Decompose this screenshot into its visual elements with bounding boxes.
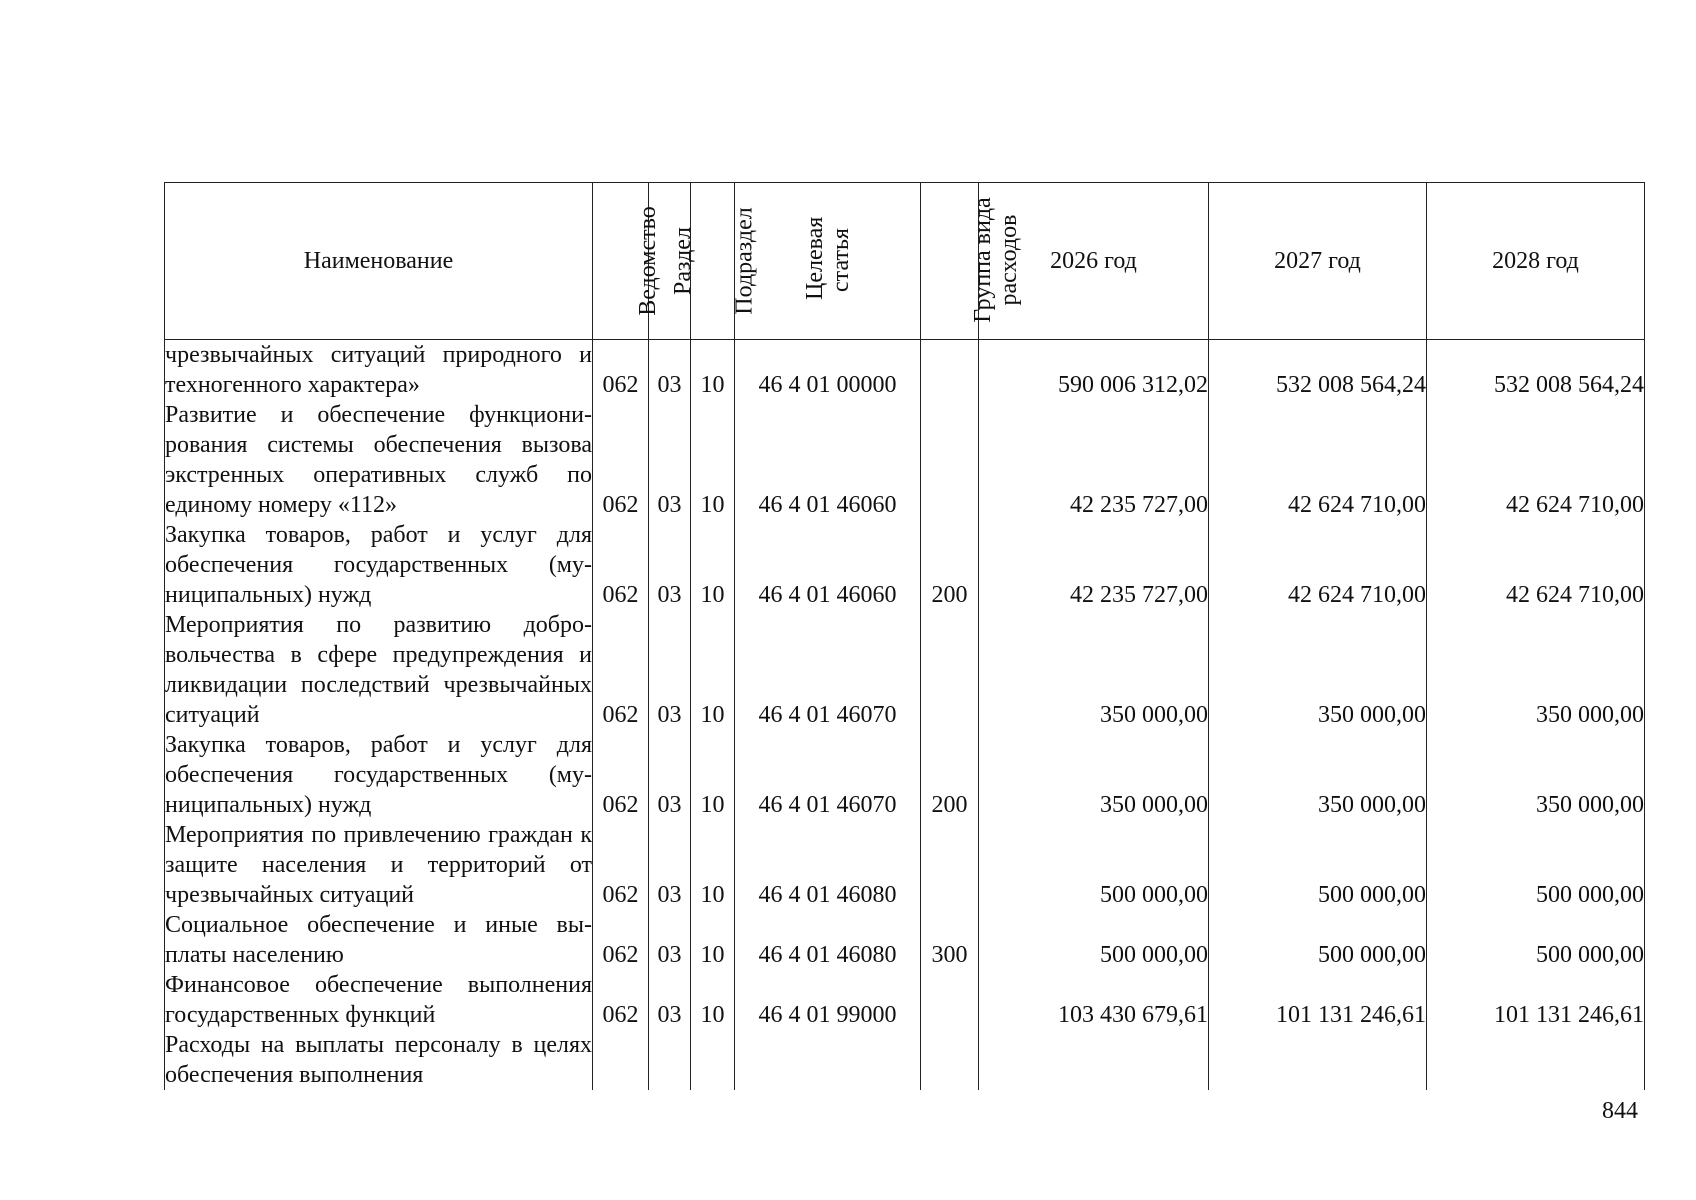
row-expense-group [921, 1030, 979, 1090]
table-row [165, 820, 1645, 910]
table-row [165, 1030, 1645, 1090]
row-amount-2026: 42 235 727,00 [979, 400, 1209, 520]
row-department: 062 [593, 340, 649, 401]
row-name: Развитие и обеспечение функционирования системы обеспечения вызова экстренных оперативных служб по единому номеру «112» [165, 402, 592, 518]
row-expense-group [921, 610, 979, 730]
row-target-article [735, 1030, 921, 1090]
row-target-article: 46 4 01 46070 [735, 610, 921, 730]
row-name: Расходы на выплаты персоналу в целях обеспечения выполнения [165, 1032, 592, 1088]
row-target-article: 46 4 01 46060 [735, 520, 921, 610]
header-year-2028: 2028 год [1427, 183, 1645, 340]
row-subsection: 10 [691, 400, 735, 520]
row-target-article: 46 4 01 99000 [735, 970, 921, 1030]
header-name: Наименование [165, 183, 593, 340]
row-section: 03 [649, 970, 691, 1030]
row-amount-2027: 42 624 710,00 [1209, 400, 1427, 520]
row-amount-2028: 350 000,00 [1427, 730, 1645, 820]
row-section: 03 [649, 520, 691, 610]
row-name: чрезвычайных ситуаций природного и техногенного характера» [165, 340, 593, 401]
row-amount-2028: 350 000,00 [1427, 610, 1645, 730]
row-name: Мероприятия по развитию добровольчества в сфере предупреждения и ликвидации последствий чрезвычайных ситуаций [165, 612, 592, 728]
row-expense-group [921, 970, 979, 1030]
row-section: 03 [649, 400, 691, 520]
row-amount-2028: 42 624 710,00 [1427, 400, 1645, 520]
row-amount-2026: 500 000,00 [979, 910, 1209, 970]
header-section: Раздел [649, 183, 691, 340]
row-department: 062 [593, 970, 649, 1030]
row-amount-2026: 590 006 312,02 [979, 340, 1209, 401]
row-amount-2028: 532 008 564,24 [1427, 340, 1645, 401]
row-amount-2027 [1209, 1030, 1427, 1090]
row-target-article: 46 4 01 00000 [735, 340, 921, 401]
row-amount-2028: 500 000,00 [1427, 910, 1645, 970]
row-target-article: 46 4 01 46080 [735, 820, 921, 910]
row-amount-2026 [979, 1030, 1209, 1090]
row-amount-2028 [1427, 1030, 1645, 1090]
row-amount-2026: 350 000,00 [979, 730, 1209, 820]
row-department: 062 [593, 730, 649, 820]
header-expense-group: Группа вида расходов [921, 183, 979, 340]
row-amount-2026: 42 235 727,00 [979, 520, 1209, 610]
row-section: 03 [649, 910, 691, 970]
row-amount-2026: 103 430 679,61 [979, 970, 1209, 1030]
row-section: 03 [649, 730, 691, 820]
row-section: 03 [649, 340, 691, 401]
row-amount-2027: 532 008 564,24 [1209, 340, 1427, 401]
row-expense-group [921, 400, 979, 520]
budget-table [164, 182, 1645, 1090]
header-department: Ведомство [593, 183, 649, 340]
table-row [165, 520, 1645, 610]
row-subsection: 10 [691, 730, 735, 820]
row-target-article: 46 4 01 46080 [735, 910, 921, 970]
row-subsection: 10 [691, 910, 735, 970]
table-row [165, 340, 1645, 401]
table-body [165, 340, 1645, 1091]
table-row [165, 610, 1645, 730]
row-amount-2027: 500 000,00 [1209, 910, 1427, 970]
row-department: 062 [593, 910, 649, 970]
row-amount-2026: 500 000,00 [979, 820, 1209, 910]
row-section [649, 1030, 691, 1090]
row-section: 03 [649, 820, 691, 910]
row-name: Закупка товаров, работ и услуг для обеспечения государственных (муниципальных) нужд [165, 522, 592, 608]
row-department: 062 [593, 610, 649, 730]
table-row [165, 970, 1645, 1030]
row-subsection: 10 [691, 970, 735, 1030]
page-number: 844 [1602, 1098, 1638, 1124]
header-year-2026: 2026 год [979, 183, 1209, 340]
row-name: Закупка товаров, работ и услуг для обеспечения государственных (муниципальных) нужд [165, 732, 592, 818]
table-row [165, 400, 1645, 520]
table-row [165, 910, 1645, 970]
row-name: Мероприятия по привлечению граждан к защите населения и территорий от чрезвычайных ситуаций [165, 822, 592, 908]
row-expense-group [921, 820, 979, 910]
header-subsection: Подраздел [691, 183, 735, 340]
row-subsection: 10 [691, 520, 735, 610]
row-subsection: 10 [691, 340, 735, 401]
row-amount-2027: 101 131 246,61 [1209, 970, 1427, 1030]
table-row [165, 730, 1645, 820]
row-expense-group [921, 340, 979, 401]
row-amount-2026: 350 000,00 [979, 610, 1209, 730]
table-header [165, 183, 1645, 340]
row-amount-2027: 350 000,00 [1209, 610, 1427, 730]
row-amount-2028: 42 624 710,00 [1427, 520, 1645, 610]
row-name: Социальное обеспечение и иные выплаты населению [165, 912, 592, 968]
row-amount-2027: 350 000,00 [1209, 730, 1427, 820]
row-expense-group: 200 [921, 520, 979, 610]
header-target-article: Целевая статья [735, 183, 921, 340]
row-department: 062 [593, 520, 649, 610]
header-year-2027: 2027 год [1209, 183, 1427, 340]
row-department: 062 [593, 820, 649, 910]
row-section: 03 [649, 610, 691, 730]
row-subsection: 10 [691, 610, 735, 730]
row-amount-2027: 42 624 710,00 [1209, 520, 1427, 610]
row-expense-group: 200 [921, 730, 979, 820]
row-expense-group: 300 [921, 910, 979, 970]
row-target-article: 46 4 01 46070 [735, 730, 921, 820]
row-amount-2028: 500 000,00 [1427, 820, 1645, 910]
row-department: 062 [593, 400, 649, 520]
row-name: Финансовое обеспечение выполнения государственных функций [165, 972, 592, 1028]
row-subsection [691, 1030, 735, 1090]
row-department [593, 1030, 649, 1090]
row-subsection: 10 [691, 820, 735, 910]
row-target-article: 46 4 01 46060 [735, 400, 921, 520]
row-amount-2028: 101 131 246,61 [1427, 970, 1645, 1030]
row-amount-2027: 500 000,00 [1209, 820, 1427, 910]
